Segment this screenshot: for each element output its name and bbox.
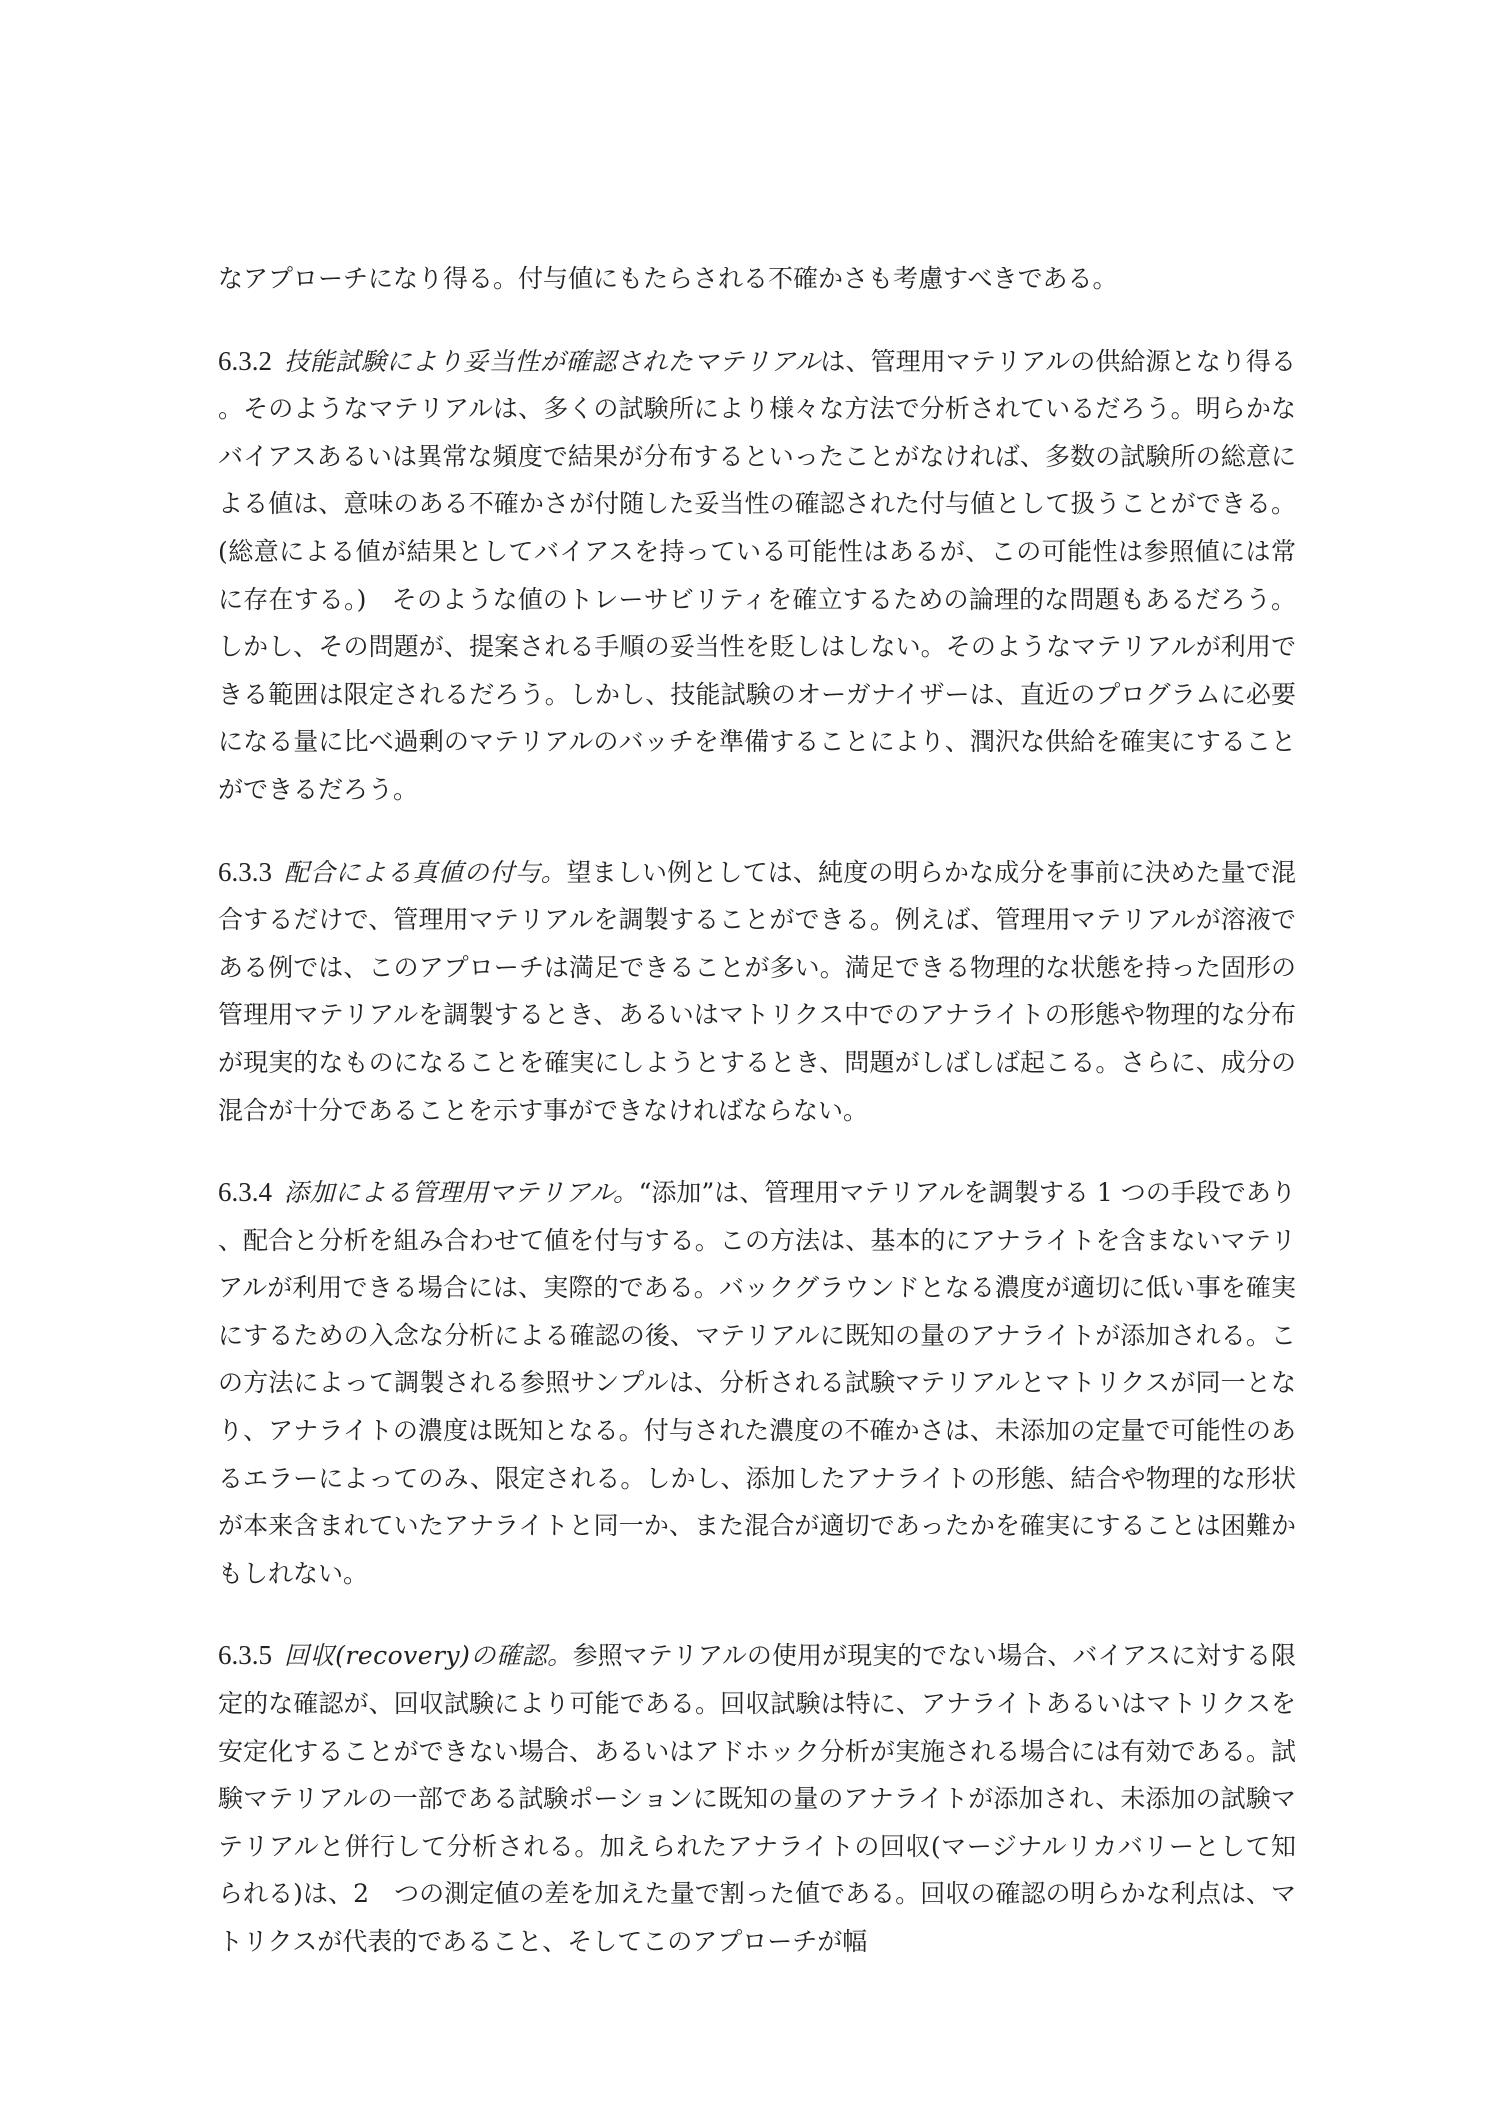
section-number: 6.3.2 (218, 345, 272, 376)
document-page (218, 255, 1296, 1966)
section-heading: 技能試験により妥当性が確認されたマテリアル (284, 346, 821, 376)
paragraph-body: 参照マテリアルの使用が現実的でない場合、バイアスに対する限定的な確認が、回収試験により可能である。回収試験は特に、アナライトあるいはマトリクスを安定化することができない場合、あるいはアドホック分析が実施される場合には有効である。試験マテリアルの一部である試験ポーションに既知の量のアナライトが添加され、未添加の試験マテリアルと併行して分析される。加えられたアナライトの回収(マージナルリカバリーとして知られる)は、2 つの測定値の差を加えた量で割った値である。回収の確認の明らかな利点は、マトリクスが代表的であること、そしてこのアプローチが幅 (218, 1641, 1296, 1956)
section-number: 6.3.4 (218, 1177, 272, 1208)
section-number: 6.3.3 (218, 856, 272, 887)
paragraph-6-3-2 (218, 338, 1296, 814)
paragraph-6-3-3 (218, 849, 1296, 1135)
paragraph-continuation (218, 255, 1296, 303)
section-heading: 配合による真値の付与。 (284, 857, 567, 887)
paragraph-6-3-5 (218, 1632, 1296, 1965)
paragraph-body: は、管理用マテリアルの供給源となり得る。そのようなマテリアルは、多くの試験所により様々な方法で分析されているだろう。明らかなバイアスあるいは異常な頻度で結果が分布するといったことがなければ、多数の試験所の総意による値は、意味のある不確かさが付随した妥当性の確認された付与値として扱うことができる。(総意による値が結果としてバイアスを持っている可能性はあるが、この可能性は参照値には常に存在する。) そのような値のトレーサビリティを確立するための論理的な問題もあるだろう。しかし、その問題が、提案される手順の妥当性を貶しはしない。そのようなマテリアルが利用できる範囲は限定されるだろう。しかし、技能試験のオーガナイザーは、直近のプログラムに必要になる量に比べ過剰のマテリアルのバッチを準備することにより、潤沢な供給を確実にすることができるだろう。 (218, 346, 1296, 804)
section-heading: 回収(recovery)の確認。 (284, 1641, 573, 1671)
paragraph-body: 望ましい例としては、純度の明らかな成分を事前に決めた量で混合するだけで、管理用マテリアルを調製することができる。例えば、管理用マテリアルが溶液である例では、このアプローチは満足できることが多い。満足できる物理的な状態を持った固形の管理用マテリアルを調製するとき、あるいはマトリクス中でのアナライトの形態や物理的な分布が現実的なものになることを確実にしようとするとき、問題がしばしば起こる。さらに、成分の混合が十分であることを示す事ができなければならない。 (218, 857, 1296, 1125)
paragraph-6-3-4 (218, 1169, 1296, 1597)
paragraph-body: “添加”は、管理用マテリアルを調製する 1 つの手段であり、配合と分析を組み合わせて値を付与する。この方法は、基本的にアナライトを含まないマテリアルが利用できる場合には、実際的である。バックグラウンドとなる濃度が適切に低い事を確実にするための入念な分析による確認の後、マテリアルに既知の量のアナライトが添加される。この方法によって調製される参照サンプルは、分析される試験マテリアルとマトリクスが同一となり、アナライトの濃度は既知となる。付与された濃度の不確かさは、未添加の定量で可能性のあるエラーによってのみ、限定される。しかし、添加したアナライトの形態、結合や物理的な形状が本来含まれていたアナライトと同一か、また混合が適切であったかを確実にすることは困難かもしれない。 (218, 1178, 1296, 1588)
section-number: 6.3.5 (218, 1640, 272, 1671)
paragraph-body: なアプローチになり得る。付与値にもたらされる不確かさも考慮すべきである。 (218, 264, 1118, 293)
section-heading: 添加による管理用マテリアル。 (284, 1178, 639, 1208)
